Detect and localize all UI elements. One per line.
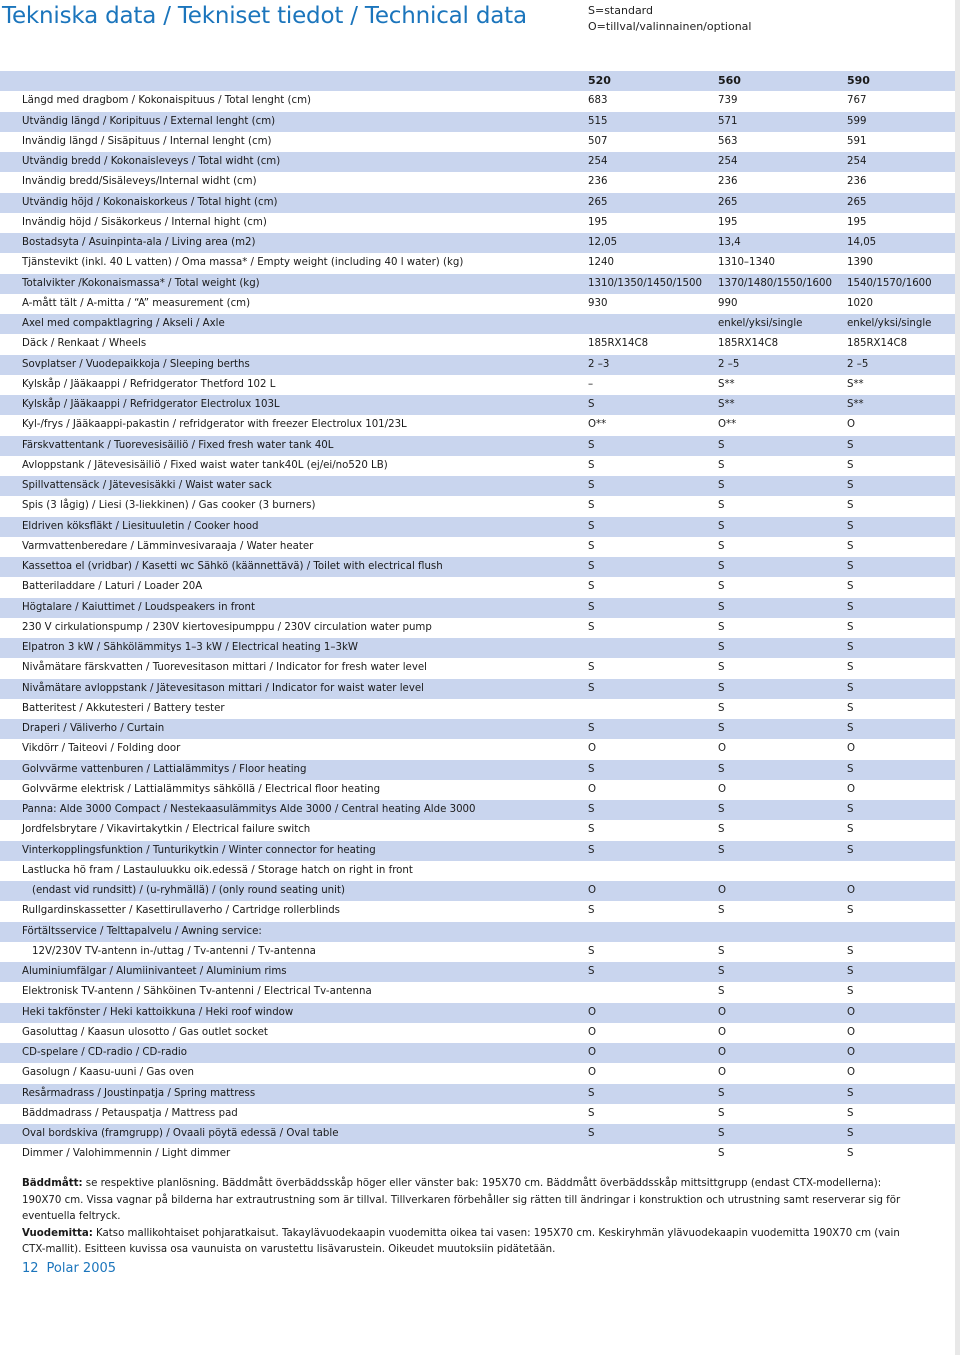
table-row [0, 375, 955, 395]
value-cell-520: 930 [588, 297, 608, 309]
value-cell-520: O** [588, 419, 607, 431]
table-row [0, 618, 955, 638]
table-row [0, 820, 955, 840]
row-label: Nivåmätare färskvatten / Tuorevesitason mittari / Indicator for fresh water level [22, 662, 427, 674]
table-row [0, 841, 955, 861]
value-cell-520: S [588, 540, 595, 552]
value-cell-590: 1020 [847, 297, 873, 309]
value-cell-520: 683 [588, 95, 608, 107]
row-label: Invändig bredd/Sisäleveys/Internal widht (cm) [22, 176, 257, 188]
table-row [0, 598, 955, 618]
value-cell-520: 2 –3 [588, 358, 610, 370]
table-row [0, 436, 955, 456]
value-cell-590: S [847, 763, 854, 775]
value-cell-590: O [847, 419, 856, 431]
value-cell-590: 591 [847, 135, 867, 147]
row-label: Gasoluttag / Kaasun ulosotto / Gas outlet socket [22, 1026, 268, 1038]
value-cell-560: S [718, 540, 725, 552]
value-cell-520: S [588, 966, 595, 977]
row-label: Kyl-/frys / Jääkaappi-pakastin / refridgerator with freezer Electrolux 101/23L [22, 419, 407, 431]
value-cell-520: 195 [588, 216, 608, 228]
note-swedish-heading: Bäddmått: [22, 1178, 83, 1189]
value-cell-520: S [588, 945, 595, 957]
value-cell-520: S [588, 723, 595, 734]
value-cell-560: S [718, 763, 725, 775]
table-row [0, 91, 955, 111]
value-cell-560: 236 [718, 176, 738, 188]
value-cell-560: S [718, 601, 725, 613]
value-cell-560: O [718, 783, 727, 795]
note-finnish [22, 1226, 922, 1259]
value-cell-590: 1540/1570/1600 [847, 277, 932, 289]
row-label: Vinterkopplingsfunktion / Tunturikytkin / Winter connector for heating [22, 844, 376, 856]
row-label: Längd med dragbom / Kokonaispituus / Total lenght (cm) [22, 95, 311, 107]
value-cell-520: 185RX14C8 [588, 338, 649, 350]
value-cell-590: S [847, 986, 854, 998]
value-cell-590: S [847, 824, 854, 836]
table-header-row [0, 71, 955, 91]
value-cell-520: S [588, 399, 595, 410]
value-cell-560: S [718, 459, 725, 471]
row-label: Aluminiumfälgar / Alumiinivanteet / Aluminium rims [22, 966, 287, 977]
value-cell-520: 265 [588, 196, 608, 208]
legend-standard: S=standard [588, 4, 653, 17]
table-row [0, 294, 955, 314]
row-label: Panna: Alde 3000 Compact / Nestekaasulämmitys Alde 3000 / Central heating Alde 3000 [22, 804, 476, 815]
value-cell-560: S [718, 844, 725, 856]
value-cell-520: S [588, 804, 595, 815]
value-cell-560: O** [718, 419, 737, 431]
row-label: Tjänstevikt (inkl. 40 L vatten) / Oma massa* / Empty weight (including 40 l water) (kg) [22, 257, 464, 269]
value-cell-520: S [588, 561, 595, 572]
table-row [0, 658, 955, 678]
row-label: Utvändig längd / Koripituus / External lenght (cm) [22, 115, 276, 127]
row-label: Färskvattentank / Tuorevesisäiliö / Fixed fresh water tank 40L [22, 439, 334, 451]
value-cell-520: S [588, 763, 595, 775]
value-cell-560: S [718, 480, 725, 491]
value-cell-590: O [847, 743, 856, 755]
value-cell-590: S [847, 1087, 854, 1099]
value-cell-520: S [588, 439, 595, 451]
value-cell-590: O [847, 1067, 856, 1079]
table-row [0, 679, 955, 699]
value-cell-590: S [847, 459, 854, 471]
table-row [0, 800, 955, 820]
row-label: A-mått tält / A-mitta / “A” measurement (cm) [22, 297, 251, 309]
row-label: 12V/230V TV-antenn in-/uttag / Tv-antenni / Tv-antenna [32, 945, 316, 957]
row-label: Golvvärme vattenburen / Lattialämmitys / Floor heating [22, 763, 307, 775]
value-cell-560: S [718, 682, 725, 694]
publication-name: Polar 2005 [46, 1261, 117, 1276]
row-label: Axel med compaktlagring / Akseli / Axle [22, 318, 225, 329]
table-row [0, 132, 955, 152]
table-row [0, 577, 955, 597]
row-label: Förtältsservice / Telttapalvelu / Awning service: [22, 925, 262, 937]
table-row [0, 1084, 955, 1104]
row-label: Eldriven köksfläkt / Liesituuletin / Cooker hood [22, 520, 259, 532]
value-cell-520: O [588, 885, 597, 896]
row-label: Spillvattensäck / Jätevesisäkki / Waist water sack [22, 480, 272, 491]
table-row [0, 314, 955, 334]
table-row [0, 881, 955, 901]
value-cell-520: S [588, 844, 595, 856]
row-label: Kylskåp / Jääkaappi / Refridgerator Electrolux 103L [22, 399, 280, 410]
value-cell-520: S [588, 1107, 595, 1119]
table-row [0, 253, 955, 273]
row-label: Bäddmadrass / Petauspatja / Mattress pad [22, 1107, 238, 1119]
row-label: Utvändig bredd / Kokonaisleveys / Total widht (cm) [22, 156, 281, 167]
row-label: Bostadsyta / Asuinpinta-ala / Living area (m2) [22, 237, 256, 248]
row-label: Oval bordskiva (framgrupp) / Ovaali pöytä edessä / Oval table [22, 1128, 339, 1139]
value-cell-560: 254 [718, 156, 738, 167]
value-cell-560: S [718, 662, 725, 674]
table-row [0, 1104, 955, 1124]
row-label: Gasolugn / Kaasu-uuni / Gas oven [22, 1067, 195, 1079]
value-cell-560: 195 [718, 216, 738, 228]
table-row [0, 476, 955, 496]
value-cell-520: 1240 [588, 257, 614, 269]
table-row [0, 760, 955, 780]
value-cell-590: S [847, 500, 854, 512]
note-swedish [22, 1176, 922, 1226]
table-row [0, 334, 955, 354]
table-row [0, 1043, 955, 1063]
footnotes [22, 1176, 922, 1259]
value-cell-590: S [847, 581, 854, 593]
value-cell-590: enkel/yksi/single [847, 318, 932, 329]
table-row [0, 719, 955, 739]
row-label: Utvändig höjd / Kokonaiskorkeus / Total hight (cm) [22, 196, 278, 208]
value-cell-520: S [588, 824, 595, 836]
value-cell-590: S [847, 480, 854, 491]
row-label: Kassettoa el (vridbar) / Kasetti wc Sähkö (käännettävä) / Toilet with electrical flush [22, 561, 443, 572]
value-cell-560: S [718, 723, 725, 734]
table-row [0, 982, 955, 1002]
table-row [0, 274, 955, 294]
value-cell-560: S [718, 945, 725, 957]
value-cell-560: S [718, 966, 725, 977]
value-cell-560: O [718, 1067, 727, 1079]
value-cell-590: S [847, 520, 854, 532]
table-row [0, 1124, 955, 1144]
note-swedish-text: se respektive planlösning. Bäddmått överbäddsskåp höger eller vänster bak: 195X70 cm. Bäddmått överbäddsskåp mittsittgrupp (endast CTX-modellerna): 190X70 cm. Vissa vagnar på bilderna har extrautrustning som är tillval. Tillverkaren förbehåller sig rätten till ändringar i konstruktion och utrustning samt reserverar sig för eventuella feltryck. [22, 1178, 901, 1222]
value-cell-560: S** [718, 399, 735, 410]
value-cell-590: S [847, 662, 854, 674]
value-cell-520: S [588, 520, 595, 532]
value-cell-520: 515 [588, 115, 608, 127]
value-cell-560: S [718, 804, 725, 815]
table-row [0, 922, 955, 942]
value-cell-590: 236 [847, 176, 867, 188]
value-cell-520: 12,05 [588, 237, 618, 248]
table-row [0, 355, 955, 375]
row-label: Rullgardinskassetter / Kasettirullaverho / Cartridge rollerblinds [22, 905, 340, 917]
value-cell-520: 254 [588, 156, 608, 167]
value-cell-560: 739 [718, 95, 738, 107]
page-footer [22, 1261, 116, 1276]
row-label: Heki takfönster / Heki kattoikkuna / Heki roof window [22, 1006, 294, 1018]
table-row [0, 739, 955, 759]
value-cell-590: S [847, 844, 854, 856]
value-cell-520: S [588, 581, 595, 593]
value-cell-520: S [588, 905, 595, 917]
value-cell-560: S [718, 500, 725, 512]
table-row [0, 1003, 955, 1023]
value-cell-590: S [847, 723, 854, 734]
value-cell-560: 990 [718, 297, 738, 309]
row-label: (endast vid rundsitt) / (u-ryhmällä) / (only round seating unit) [32, 885, 345, 896]
value-cell-520: S [588, 480, 595, 491]
value-cell-520: S [588, 459, 595, 471]
table-row [0, 415, 955, 435]
table-row [0, 172, 955, 192]
row-label: Invändig höjd / Sisäkorkeus / Internal hight (cm) [22, 216, 267, 228]
table-row [0, 638, 955, 658]
value-cell-590: S [847, 642, 854, 653]
value-cell-560: O [718, 1047, 727, 1058]
row-label: Elpatron 3 kW / Sähkölämmitys 1–3 kW / Electrical heating 1–3kW [22, 642, 358, 653]
value-cell-560: S [718, 1087, 725, 1099]
page-header [0, 0, 960, 50]
value-cell-560: 571 [718, 115, 738, 127]
table-row [0, 942, 955, 962]
row-label: Däck / Renkaat / Wheels [22, 338, 147, 350]
value-cell-520: O [588, 743, 597, 755]
row-label: Kylskåp / Jääkaappi / Refridgerator Thetford 102 L [22, 378, 276, 390]
page-edge [955, 0, 960, 1355]
value-cell-590: 265 [847, 196, 867, 208]
row-label: Elektronisk TV-antenn / Sähköinen Tv-antenni / Electrical Tv-antenna [22, 986, 372, 998]
value-cell-560: S [718, 824, 725, 836]
value-cell-560: 1310–1340 [718, 257, 775, 269]
value-cell-590: 185RX14C8 [847, 338, 908, 350]
spec-table [0, 71, 955, 1165]
page-number: 12 [22, 1261, 39, 1276]
value-cell-560: S [718, 439, 725, 451]
value-cell-560: S [718, 905, 725, 917]
value-cell-520: O [588, 783, 597, 795]
table-row [0, 496, 955, 516]
table-row [0, 1023, 955, 1043]
value-cell-590: S [847, 804, 854, 815]
row-label: Spis (3 lågig) / Liesi (3-liekkinen) / Gas cooker (3 burners) [22, 500, 316, 512]
value-cell-560: O [718, 885, 727, 896]
row-label: Invändig längd / Sisäpituus / Internal lenght (cm) [22, 135, 272, 147]
value-cell-590: S [847, 561, 854, 572]
value-cell-590: 767 [847, 95, 867, 107]
row-label: Högtalare / Kaiuttimet / Loudspeakers in front [22, 601, 255, 613]
value-cell-590: S [847, 1107, 854, 1119]
row-label: Draperi / Väliverho / Curtain [22, 723, 165, 734]
table-row [0, 233, 955, 253]
value-cell-520: S [588, 500, 595, 512]
value-cell-590: 2 –5 [847, 358, 869, 370]
value-cell-560: O [718, 1026, 727, 1038]
note-finnish-heading: Vuodemitta: [22, 1227, 93, 1239]
row-label: Avloppstank / Jätevesisäiliö / Fixed waist water tank40L (ej/ei/no520 LB) [22, 459, 388, 471]
value-cell-520: 507 [588, 135, 608, 147]
table-row [0, 901, 955, 921]
value-cell-590: S [847, 621, 854, 633]
value-cell-560: 2 –5 [718, 358, 740, 370]
value-cell-590: S [847, 439, 854, 451]
value-cell-590: S [847, 905, 854, 917]
legend-optional: O=tillval/valinnainen/optional [588, 20, 752, 33]
value-cell-520: – [588, 378, 594, 390]
value-cell-590: 254 [847, 156, 867, 167]
value-cell-560: O [718, 743, 727, 755]
table-row [0, 699, 955, 719]
value-cell-560: S [718, 642, 725, 653]
value-cell-590: 14,05 [847, 237, 877, 248]
table-row [0, 962, 955, 982]
value-cell-590: S [847, 702, 854, 714]
table-row [0, 1144, 955, 1164]
value-cell-560: S [718, 1128, 725, 1139]
value-cell-520: S [588, 601, 595, 613]
row-label: Dimmer / Valohimmennin / Light dimmer [22, 1148, 231, 1160]
table-row [0, 517, 955, 537]
row-label: CD-spelare / CD-radio / CD-radio [22, 1047, 187, 1058]
value-cell-590: O [847, 783, 856, 795]
column-header-520: 520 [588, 74, 611, 87]
table-row [0, 152, 955, 172]
value-cell-560: enkel/yksi/single [718, 318, 803, 329]
value-cell-520: S [588, 1128, 595, 1139]
table-row [0, 557, 955, 577]
value-cell-590: O [847, 1047, 856, 1058]
value-cell-560: 265 [718, 196, 738, 208]
value-cell-560: S [718, 702, 725, 714]
table-row [0, 537, 955, 557]
value-cell-590: S [847, 966, 854, 977]
value-cell-560: S [718, 986, 725, 998]
value-cell-590: 599 [847, 115, 867, 127]
value-cell-590: O [847, 1006, 856, 1018]
value-cell-520: O [588, 1026, 597, 1038]
table-row [0, 780, 955, 800]
value-cell-560: S [718, 520, 725, 532]
row-label: Totalvikter /Kokonaismassa* / Total weight (kg) [22, 277, 260, 289]
value-cell-560: S** [718, 378, 735, 390]
row-label: Jordfelsbrytare / Vikavirtakytkin / Electrical failure switch [22, 824, 311, 836]
value-cell-560: 13,4 [718, 237, 741, 248]
value-cell-560: 563 [718, 135, 738, 147]
table-row [0, 1063, 955, 1083]
row-label: Vikdörr / Taiteovi / Folding door [22, 743, 181, 755]
column-header-560: 560 [718, 74, 741, 87]
page-title: Tekniska data / Tekniset tiedot / Technical data [2, 3, 527, 29]
table-row [0, 861, 955, 881]
value-cell-590: S [847, 1128, 854, 1139]
table-row [0, 213, 955, 233]
value-cell-520: 1310/1350/1450/1500 [588, 277, 703, 289]
value-cell-590: S [847, 540, 854, 552]
row-label: Batteritest / Akkutesteri / Battery tester [22, 702, 225, 714]
value-cell-590: S** [847, 399, 864, 410]
value-cell-520: 236 [588, 176, 608, 188]
row-label: Lastlucka hö fram / Lastauluukku oik.edessä / Storage hatch on right in front [22, 864, 413, 876]
value-cell-560: S [718, 1107, 725, 1119]
value-cell-590: S [847, 682, 854, 694]
value-cell-520: S [588, 1087, 595, 1099]
note-finnish-text: Katso mallikohtaiset pohjaratkaisut. Takaylävuodekaapin vuodemitta oikea tai vasen: 195X70 cm. Keskiryhmän ylävuodekaapin vuodemitta 190X70 cm (vain CTX-mallit). Esitteen kuvissa osa vaunuista on varustettu lisävarustein. Oikeudet muutoksiin pidätetään. [22, 1227, 900, 1255]
table-row [0, 395, 955, 415]
value-cell-520: O [588, 1067, 597, 1079]
value-cell-590: S [847, 1148, 854, 1160]
table-row [0, 112, 955, 132]
value-cell-590: S [847, 945, 854, 957]
value-cell-520: S [588, 621, 595, 633]
value-cell-590: O [847, 885, 856, 896]
value-cell-560: 185RX14C8 [718, 338, 779, 350]
value-cell-520: O [588, 1006, 597, 1018]
legend [588, 3, 751, 35]
row-label: Batteriladdare / Laturi / Loader 20A [22, 581, 203, 593]
value-cell-520: O [588, 1047, 597, 1058]
value-cell-520: S [588, 662, 595, 674]
row-label: 230 V cirkulationspump / 230V kiertovesipumppu / 230V circulation water pump [22, 621, 432, 633]
value-cell-590: S [847, 601, 854, 613]
value-cell-560: 1370/1480/1550/1600 [718, 277, 833, 289]
value-cell-560: S [718, 621, 725, 633]
row-label: Varmvattenberedare / Lämminvesivaraaja / Water heater [22, 540, 314, 552]
value-cell-590: 1390 [847, 257, 873, 269]
row-label: Nivåmätare avloppstank / Jätevesitason mittari / Indicator for waist water level [22, 682, 424, 694]
row-label: Resårmadrass / Joustinpatja / Spring mattress [22, 1087, 256, 1099]
value-cell-560: S [718, 1148, 725, 1160]
table-row [0, 456, 955, 476]
table-row [0, 193, 955, 213]
row-label: Sovplatser / Vuodepaikkoja / Sleeping berths [22, 358, 250, 370]
value-cell-590: O [847, 1026, 856, 1038]
value-cell-590: S** [847, 378, 864, 390]
value-cell-560: O [718, 1006, 727, 1018]
value-cell-560: S [718, 581, 725, 593]
value-cell-560: S [718, 561, 725, 572]
row-label: Golvvärme elektrisk / Lattialämmitys sähköllä / Electrical floor heating [22, 783, 381, 795]
column-header-590: 590 [847, 74, 870, 87]
value-cell-590: 195 [847, 216, 867, 228]
value-cell-520: S [588, 682, 595, 694]
